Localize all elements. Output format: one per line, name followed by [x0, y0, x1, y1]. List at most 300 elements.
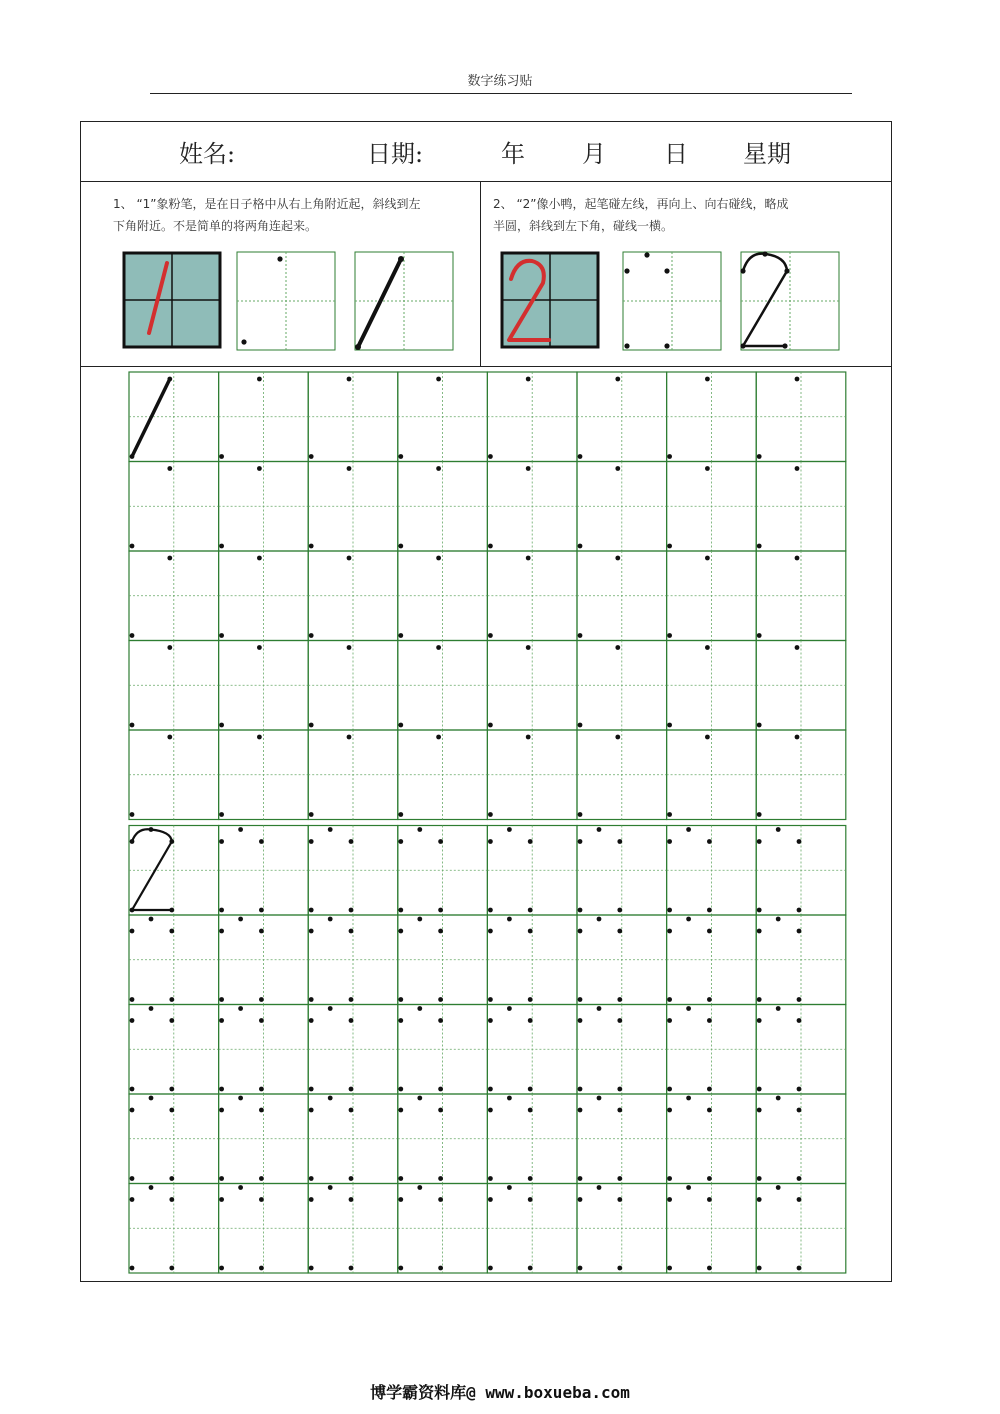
guide-dot — [667, 454, 672, 459]
guide-dot — [617, 1197, 622, 1202]
guide-dot — [578, 723, 583, 728]
guide-dot — [238, 1096, 243, 1101]
guide-dot — [757, 723, 762, 728]
guide-dot — [528, 1197, 533, 1202]
guide-dot — [578, 544, 583, 549]
instruction-2-line2: 半圆，斜线到左下角，碰线一横。 — [493, 219, 674, 233]
guide-dot — [169, 1176, 174, 1181]
guide-dot — [757, 1018, 762, 1023]
guide-dot — [259, 1087, 264, 1092]
guide-dot — [667, 1018, 672, 1023]
guide-dot — [707, 1266, 712, 1271]
guide-dot — [757, 544, 762, 549]
guide-dot — [309, 454, 314, 459]
guide-dot — [309, 1197, 314, 1202]
guide-dot — [349, 929, 354, 934]
guide-dot — [169, 1197, 174, 1202]
guide-dot — [417, 917, 422, 922]
guide-dot — [667, 1087, 672, 1092]
instruction-row — [81, 181, 891, 367]
example-2-dots — [623, 252, 721, 350]
guide-dot — [617, 1266, 622, 1271]
example-2-stroke — [740, 251, 839, 350]
guide-dot — [130, 723, 135, 728]
guide-dot — [219, 454, 224, 459]
guide-dot — [488, 839, 493, 844]
guide-dot — [615, 377, 620, 382]
guide-dot — [617, 1018, 622, 1023]
guide-dot — [667, 1176, 672, 1181]
guide-dot — [238, 827, 243, 832]
guide-dot — [219, 633, 224, 638]
guide-dot — [707, 929, 712, 934]
guide-dot — [398, 812, 403, 817]
guide-dot — [488, 812, 493, 817]
guide-dot — [526, 645, 531, 650]
guide-dot — [795, 645, 800, 650]
practice-grid — [81, 366, 891, 1281]
guide-dot — [757, 1266, 762, 1271]
guide-dot — [705, 556, 710, 561]
guide-dot — [705, 377, 710, 382]
example-1-stroke — [355, 252, 453, 350]
guide-dot — [707, 1108, 712, 1113]
guide-dot — [149, 917, 154, 922]
guide-dot — [309, 1266, 314, 1271]
guide-dot — [257, 556, 262, 561]
guide-dot — [417, 1185, 422, 1190]
guide-dot — [526, 556, 531, 561]
guide-dot — [149, 827, 154, 832]
guide-dot — [257, 377, 262, 382]
guide-dot — [238, 917, 243, 922]
guide-dot — [757, 1176, 762, 1181]
guide-dot — [328, 827, 333, 832]
guide-dot — [578, 908, 583, 913]
guide-dot — [259, 929, 264, 934]
guide-dot — [686, 917, 691, 922]
guide-dot — [776, 1006, 781, 1011]
guide-dot — [169, 1266, 174, 1271]
guide-dot — [238, 1185, 243, 1190]
guide-dot — [417, 1006, 422, 1011]
guide-dot — [597, 1096, 602, 1101]
guide-dot — [309, 929, 314, 934]
guide-dot — [488, 1197, 493, 1202]
guide-dot — [667, 839, 672, 844]
name-label: 姓名: — [179, 140, 236, 168]
guide-dot — [259, 908, 264, 913]
guide-dot — [757, 812, 762, 817]
guide-dot — [707, 908, 712, 913]
guide-dot — [438, 997, 443, 1002]
guide-dot — [526, 735, 531, 740]
footer-credit: 博学霸资料库@ www.boxueba.com — [370, 1383, 630, 1402]
guide-dot — [309, 908, 314, 913]
guide-dot — [667, 997, 672, 1002]
guide-dot — [526, 377, 531, 382]
guide-dot — [795, 735, 800, 740]
guide-dot — [169, 839, 174, 844]
guide-dot — [597, 917, 602, 922]
guide-dot — [398, 1108, 403, 1113]
worksheet-frame — [80, 121, 892, 1282]
guide-dot — [707, 1018, 712, 1023]
guide-dot — [507, 1185, 512, 1190]
guide-dot — [797, 1108, 802, 1113]
guide-dot — [507, 1096, 512, 1101]
guide-dot — [436, 645, 441, 650]
guide-dot — [795, 377, 800, 382]
guide-dot — [488, 1018, 493, 1023]
guide-dot — [436, 556, 441, 561]
guide-dot — [667, 633, 672, 638]
guide-dot — [349, 1197, 354, 1202]
guide-dot — [667, 812, 672, 817]
guide-dot — [686, 1006, 691, 1011]
guide-dot — [259, 1108, 264, 1113]
guide-dot — [309, 997, 314, 1002]
guide-dot — [347, 466, 352, 471]
guide-dot — [526, 466, 531, 471]
guide-dot — [130, 544, 135, 549]
guide-dot — [130, 812, 135, 817]
example-1-filled — [124, 253, 220, 347]
guide-dot — [578, 1197, 583, 1202]
guide-dot — [309, 544, 314, 549]
guide-dot — [309, 812, 314, 817]
guide-dot — [667, 544, 672, 549]
guide-dot — [417, 1096, 422, 1101]
guide-dot — [667, 1108, 672, 1113]
guide-dot — [488, 997, 493, 1002]
guide-dot — [528, 908, 533, 913]
guide-dot — [438, 1266, 443, 1271]
guide-dot — [219, 839, 224, 844]
guide-dot — [488, 723, 493, 728]
guide-dot — [167, 645, 172, 650]
guide-dot — [349, 1176, 354, 1181]
guide-dot — [578, 997, 583, 1002]
guide-dot — [347, 735, 352, 740]
guide-dot — [488, 1108, 493, 1113]
guide-dot — [130, 839, 135, 844]
guide-dot — [578, 633, 583, 638]
guide-dot — [686, 827, 691, 832]
guide-dot — [488, 1266, 493, 1271]
guide-dot — [528, 1266, 533, 1271]
guide-dot — [259, 1197, 264, 1202]
guide-dot — [617, 997, 622, 1002]
guide-dot — [259, 1266, 264, 1271]
example-1-dots — [237, 252, 335, 350]
guide-dot — [169, 929, 174, 934]
guide-dot — [219, 723, 224, 728]
page-title: 数字练习贴 — [467, 74, 533, 89]
guide-dot — [169, 997, 174, 1002]
guide-dot — [349, 839, 354, 844]
guide-dot — [309, 633, 314, 638]
guide-dot — [149, 1185, 154, 1190]
guide-dot — [398, 1176, 403, 1181]
guide-dot — [219, 908, 224, 913]
guide-dot — [617, 908, 622, 913]
guide-dot — [219, 1266, 224, 1271]
guide-dot — [238, 1006, 243, 1011]
guide-dot — [707, 1176, 712, 1181]
guide-dot — [797, 1197, 802, 1202]
guide-dot — [617, 1108, 622, 1113]
guide-dot — [507, 827, 512, 832]
guide-dot — [757, 1108, 762, 1113]
guide-dot — [615, 466, 620, 471]
guide-dot — [309, 839, 314, 844]
guide-dot — [349, 1266, 354, 1271]
guide-dot — [776, 827, 781, 832]
guide-dot — [488, 544, 493, 549]
guide-dot — [757, 454, 762, 459]
guide-dot — [219, 1087, 224, 1092]
guide-dot — [507, 917, 512, 922]
month-label: 月 — [582, 140, 606, 168]
guide-dot — [398, 1087, 403, 1092]
guide-dot — [528, 1108, 533, 1113]
guide-dot — [705, 735, 710, 740]
guide-dot — [795, 556, 800, 561]
guide-dot — [328, 1096, 333, 1101]
guide-dot — [149, 1096, 154, 1101]
guide-dot — [488, 908, 493, 913]
guide-dot — [488, 633, 493, 638]
example-2-filled — [502, 253, 598, 347]
guide-dot — [528, 997, 533, 1002]
guide-dot — [488, 1176, 493, 1181]
guide-dot — [617, 839, 622, 844]
guide-dot — [347, 645, 352, 650]
guide-dot — [436, 735, 441, 740]
guide-dot — [686, 1185, 691, 1190]
guide-dot — [169, 1108, 174, 1113]
guide-dot — [705, 466, 710, 471]
guide-dot — [667, 1266, 672, 1271]
guide-dot — [597, 1185, 602, 1190]
guide-dot — [795, 466, 800, 471]
guide-dot — [398, 1266, 403, 1271]
guide-dot — [757, 633, 762, 638]
guide-dot — [438, 839, 443, 844]
guide-dot — [349, 1108, 354, 1113]
guide-dot — [797, 1087, 802, 1092]
guide-dot — [578, 1087, 583, 1092]
guide-dot — [130, 908, 135, 913]
guide-dot — [259, 1176, 264, 1181]
guide-dot — [707, 839, 712, 844]
guide-dot — [776, 1185, 781, 1190]
guide-dot — [776, 1096, 781, 1101]
guide-dot — [398, 839, 403, 844]
guide-dot — [578, 454, 583, 459]
guide-dot — [309, 1087, 314, 1092]
guide-dot — [259, 839, 264, 844]
guide-dot — [347, 556, 352, 561]
guide-dot — [130, 454, 135, 459]
guide-dot — [219, 1018, 224, 1023]
guide-dot — [597, 1006, 602, 1011]
guide-dot — [528, 839, 533, 844]
guide-dot — [757, 997, 762, 1002]
trace-stroke-1 — [132, 379, 170, 457]
guide-dot — [130, 1087, 135, 1092]
guide-dot — [797, 929, 802, 934]
title-underline — [150, 93, 852, 94]
guide-dot — [130, 633, 135, 638]
guide-dot — [167, 466, 172, 471]
guide-dot — [167, 735, 172, 740]
guide-dot — [436, 377, 441, 382]
guide-dot — [757, 1087, 762, 1092]
guide-dot — [597, 827, 602, 832]
practice-area — [81, 366, 891, 1281]
guide-dot — [438, 1018, 443, 1023]
guide-dot — [488, 454, 493, 459]
guide-dot — [398, 454, 403, 459]
guide-dot — [219, 544, 224, 549]
student-info-row — [81, 122, 891, 182]
guide-dot — [398, 544, 403, 549]
guide-dot — [130, 1176, 135, 1181]
guide-dot — [488, 929, 493, 934]
guide-dot — [757, 908, 762, 913]
guide-dot — [219, 1197, 224, 1202]
guide-dot — [257, 645, 262, 650]
guide-dot — [398, 1018, 403, 1023]
guide-dot — [797, 908, 802, 913]
guide-dot — [615, 645, 620, 650]
instruction-2-line1: 2、 “2”像小鸭，起笔碰左线，再向上、向右碰线，略成 — [493, 197, 789, 211]
guide-dot — [617, 1176, 622, 1181]
guide-dot — [578, 1266, 583, 1271]
trace-stroke-2 — [132, 829, 172, 910]
guide-dot — [667, 723, 672, 728]
guide-dot — [257, 466, 262, 471]
weekday-label: 星期 — [743, 140, 791, 168]
guide-dot — [705, 645, 710, 650]
year-label: 年 — [501, 140, 525, 168]
guide-dot — [398, 633, 403, 638]
guide-dot — [578, 1108, 583, 1113]
guide-dot — [578, 812, 583, 817]
instruction-1-line2: 下角附近。不是简单的将两角连起来。 — [113, 219, 318, 233]
guide-dot — [309, 723, 314, 728]
guide-dot — [578, 1018, 583, 1023]
guide-dot — [130, 1197, 135, 1202]
guide-dot — [259, 997, 264, 1002]
guide-dot — [219, 812, 224, 817]
guide-dot — [130, 1018, 135, 1023]
guide-dot — [757, 929, 762, 934]
guide-dot — [398, 908, 403, 913]
guide-dot — [797, 839, 802, 844]
guide-dot — [617, 1087, 622, 1092]
guide-dot — [438, 1108, 443, 1113]
guide-dot — [667, 1197, 672, 1202]
guide-dot — [398, 929, 403, 934]
guide-dot — [328, 1185, 333, 1190]
guide-dot — [219, 997, 224, 1002]
guide-dot — [528, 1087, 533, 1092]
guide-dot — [130, 1266, 135, 1271]
guide-dot — [169, 1018, 174, 1023]
guide-dot — [130, 929, 135, 934]
guide-dot — [169, 1087, 174, 1092]
guide-dot — [347, 377, 352, 382]
guide-dot — [797, 1018, 802, 1023]
guide-dot — [328, 1006, 333, 1011]
guide-dot — [797, 1176, 802, 1181]
guide-dot — [167, 556, 172, 561]
guide-dot — [349, 1018, 354, 1023]
guide-dot — [257, 735, 262, 740]
guide-dot — [438, 1176, 443, 1181]
instruction-1-line1: 1、 “1”象粉笔，是在日子格中从右上角附近起，斜线到左 — [113, 197, 421, 211]
guide-dot — [130, 1108, 135, 1113]
guide-dot — [149, 1006, 154, 1011]
guide-dot — [219, 1108, 224, 1113]
guide-dot — [615, 735, 620, 740]
guide-dot — [438, 1087, 443, 1092]
guide-dot — [528, 929, 533, 934]
guide-dot — [438, 1197, 443, 1202]
guide-dot — [309, 1108, 314, 1113]
guide-dot — [309, 1018, 314, 1023]
guide-dot — [309, 1176, 314, 1181]
guide-dot — [667, 929, 672, 934]
guide-dot — [707, 1087, 712, 1092]
guide-dot — [507, 1006, 512, 1011]
guide-dot — [349, 997, 354, 1002]
guide-dot — [436, 466, 441, 471]
guide-dot — [398, 1197, 403, 1202]
guide-dot — [259, 1018, 264, 1023]
guide-dot — [167, 377, 172, 382]
guide-dot — [528, 1018, 533, 1023]
guide-dot — [438, 929, 443, 934]
day-label: 日 — [664, 140, 688, 168]
guide-dot — [528, 1176, 533, 1181]
guide-dot — [349, 1087, 354, 1092]
guide-dot — [438, 908, 443, 913]
guide-dot — [776, 917, 781, 922]
guide-dot — [797, 997, 802, 1002]
guide-dot — [757, 839, 762, 844]
guide-dot — [219, 929, 224, 934]
guide-dot — [797, 1266, 802, 1271]
guide-dot — [667, 908, 672, 913]
guide-dot — [417, 827, 422, 832]
guide-dot — [707, 997, 712, 1002]
guide-dot — [707, 1197, 712, 1202]
guide-dot — [328, 917, 333, 922]
date-label: 日期: — [367, 140, 424, 168]
guide-dot — [615, 556, 620, 561]
guide-dot — [757, 1197, 762, 1202]
guide-dot — [578, 1176, 583, 1181]
guide-dot — [578, 839, 583, 844]
guide-dot — [488, 1087, 493, 1092]
guide-dot — [617, 929, 622, 934]
guide-dot — [349, 908, 354, 913]
guide-dot — [398, 997, 403, 1002]
